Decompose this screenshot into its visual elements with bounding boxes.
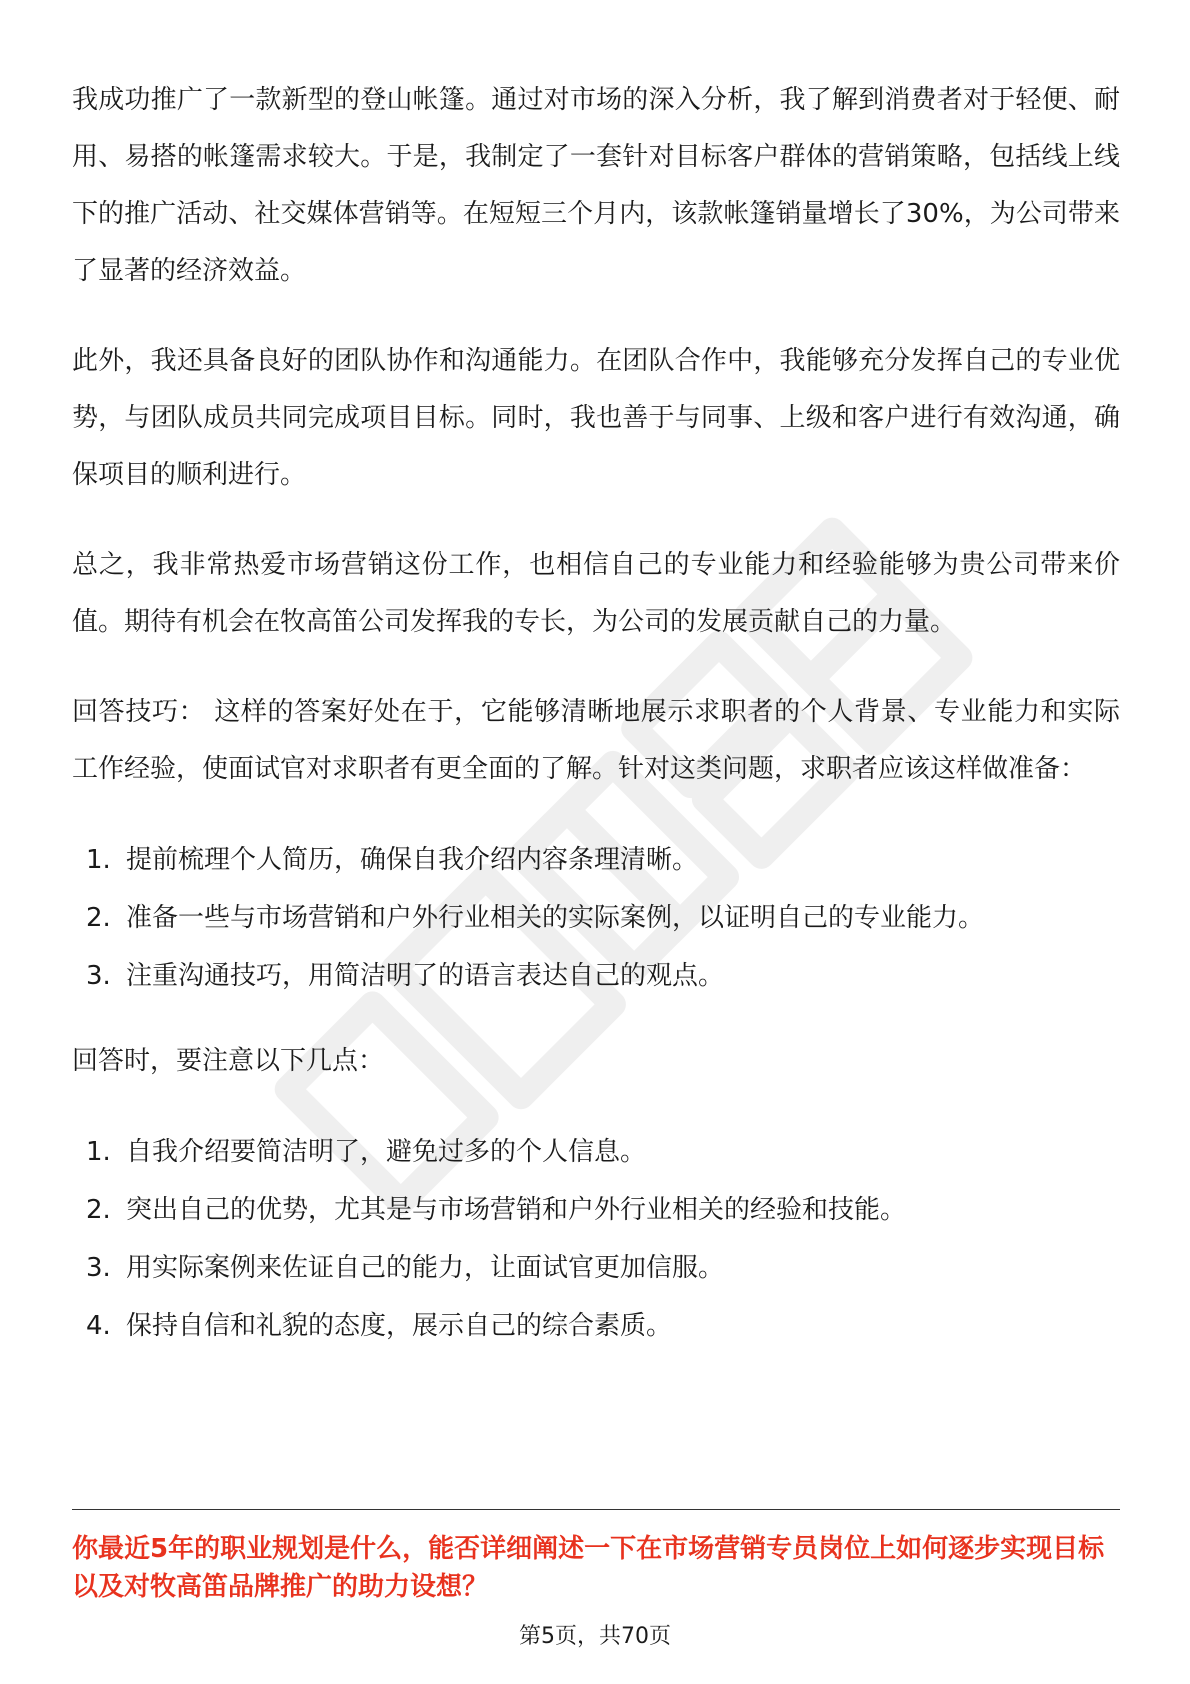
next-question-heading: 你最近5年的职业规划是什么，能否详细阐述一下在市场营销专员岗位上如何逐步实现目标以及对牧高笛品牌推广的助力设想？ (72, 1534, 1105, 1602)
list-item-text: 保持自信和礼貌的态度，展示自己的综合素质。 (126, 1311, 673, 1341)
notes-list (72, 1123, 1120, 1355)
list-number: 2. (86, 1195, 111, 1225)
list-item (72, 831, 1120, 889)
list-item (72, 947, 1120, 1005)
list-number: 1. (86, 845, 111, 875)
paragraph-teamwork: 此外，我还具备良好的团队协作和沟通能力。在团队合作中，我能够充分发挥自己的专业优势，与团队成员共同完成项目目标。同时，我也善于与同事、上级和客户进行有效沟通，确保项目的顺利进行。 (72, 346, 1120, 490)
prep-list (72, 831, 1120, 1005)
list-item-text: 用实际案例来佐证自己的能力，让面试官更加信服。 (126, 1253, 725, 1283)
list-number: 2. (86, 903, 111, 933)
list-item (72, 1181, 1120, 1239)
list-item-text: 自我介绍要简洁明了，避免过多的个人信息。 (126, 1137, 647, 1167)
paragraph-summary: 总之，我非常热爱市场营销这份工作，也相信自己的专业能力和经验能够为贵公司带来价值。期待有机会在牧高笛公司发挥我的专长，为公司的发展贡献自己的力量。 (72, 550, 1120, 637)
notes-heading: 回答时，要注意以下几点： (72, 1046, 385, 1076)
list-item (72, 1297, 1120, 1355)
list-item (72, 1123, 1120, 1181)
list-item-text: 提前梳理个人简历，确保自我介绍内容条理清晰。 (126, 845, 699, 875)
list-number: 1. (86, 1137, 111, 1167)
paragraph-achievement: 我成功推广了一款新型的登山帐篷。通过对市场的深入分析，我了解到消费者对于轻便、耐用、易搭的帐篷需求较大。于是，我制定了一套针对目标客户群体的营销策略，包括线上线下的推广活动、社交媒体营销等。在短短三个月内，该款帐篷销量增长了30%，为公司带来了显著的经济效益。 (72, 85, 1120, 286)
list-item (72, 1239, 1120, 1297)
list-item-text: 突出自己的优势，尤其是与市场营销和户外行业相关的经验和技能。 (126, 1195, 907, 1225)
section-divider (72, 1509, 1120, 1510)
page-number: 第5页，共70页 (519, 1624, 671, 1649)
paragraph-answer-tips: 回答技巧： 这样的答案好处在于，它能够清晰地展示求职者的个人背景、专业能力和实际工作经验，使面试官对求职者有更全面的了解。针对这类问题，求职者应该这样做准备： (72, 697, 1120, 784)
list-item-text: 准备一些与市场营销和户外行业相关的实际案例，以证明自己的专业能力。 (126, 903, 985, 933)
list-number: 3. (86, 1253, 111, 1283)
list-item-text: 注重沟通技巧，用简洁明了的语言表达自己的观点。 (126, 961, 725, 991)
list-item (72, 889, 1120, 947)
main-content (72, 72, 1120, 1383)
list-number: 3. (86, 961, 111, 991)
list-number: 4. (86, 1311, 111, 1341)
